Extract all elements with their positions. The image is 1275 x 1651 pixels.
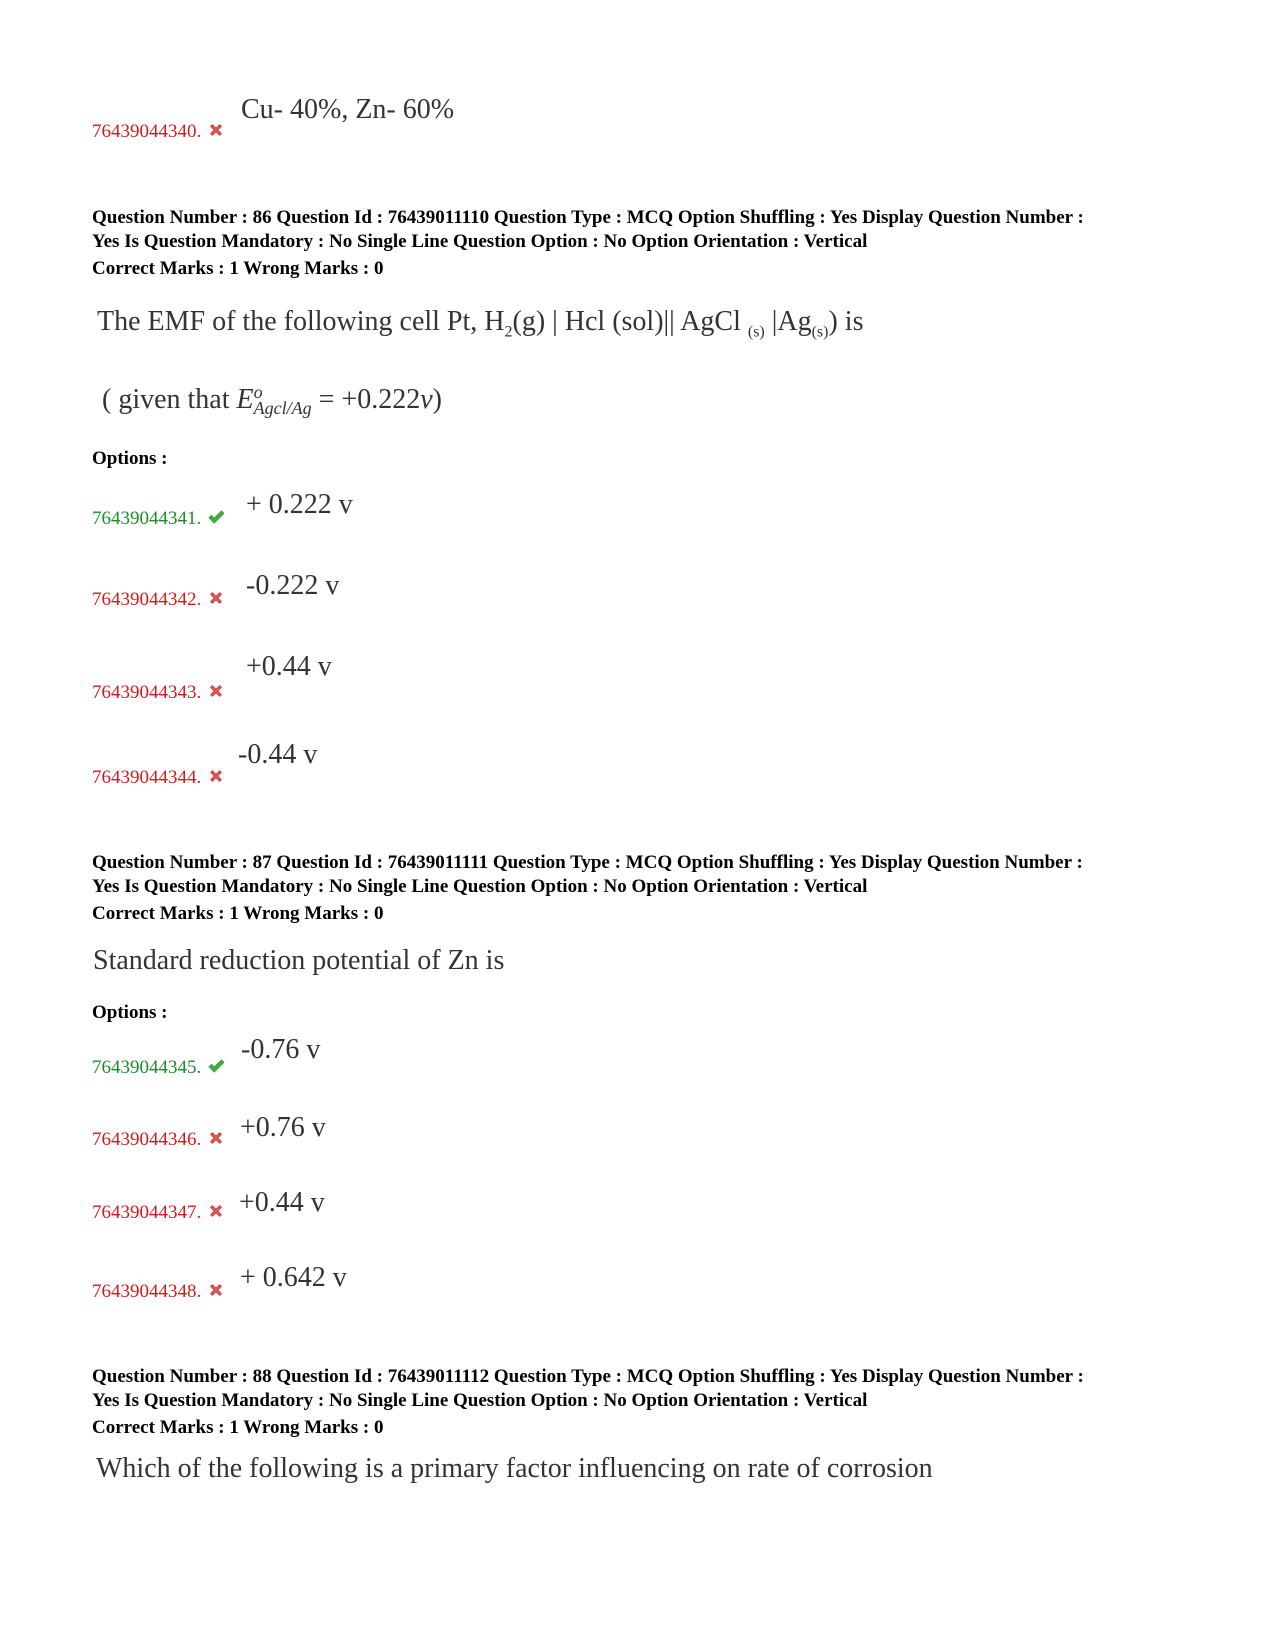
options-label: Options : <box>92 448 168 469</box>
option-id: 76439044347. <box>92 1202 202 1223</box>
option-id-row <box>92 1129 225 1151</box>
question-meta-line2: Yes Is Question Mandatory : No Single Line Question Option : No Option Orientation : Vertical <box>92 231 868 252</box>
question-meta-line2: Yes Is Question Mandatory : No Single Line Question Option : No Option Orientation : Vertical <box>92 876 868 897</box>
subscript: 2 <box>504 323 513 341</box>
wrong-x-icon <box>207 1281 225 1299</box>
options-label: Options : <box>92 1002 168 1023</box>
given-script <box>254 383 312 417</box>
question-marks: Correct Marks : 1 Wrong Marks : 0 <box>92 1417 384 1438</box>
wrong-x-icon <box>207 121 225 139</box>
option-id: 76439044342. <box>92 589 202 610</box>
option-text: Cu- 40%, Zn- 60% <box>241 94 455 125</box>
given-text: ( given that <box>102 384 237 415</box>
correct-check-icon <box>207 1057 225 1075</box>
option-text: -0.222 v <box>246 570 340 601</box>
given-symbol: E <box>236 384 254 415</box>
option-text: +0.44 v <box>246 651 332 682</box>
option-id-row <box>92 1057 225 1079</box>
question-meta-line1: Question Number : 86 Question Id : 76439011110 Question Type : MCQ Option Shuffling : Yes Display Question Number : <box>92 207 1084 228</box>
given-value: = +0.222 <box>311 384 421 415</box>
option-text: + 0.642 v <box>240 1262 347 1293</box>
question-meta <box>92 851 1172 926</box>
question-meta-line1: Question Number : 88 Question Id : 76439011112 Question Type : MCQ Option Shuffling : Yes Display Question Number : <box>92 1366 1084 1387</box>
correct-check-icon <box>207 508 225 526</box>
option-text: +0.44 v <box>239 1187 325 1218</box>
given-sup: o <box>253 382 263 402</box>
given-unit: v <box>420 384 433 415</box>
wrong-x-icon <box>207 767 225 785</box>
subscript: (s) <box>747 323 765 341</box>
question-text: Standard reduction potential of Zn is <box>93 945 505 976</box>
given-sub: Agcl/Ag <box>253 398 312 418</box>
option-id-row <box>92 589 225 611</box>
question-text-part: The EMF of the following cell Pt, H <box>97 306 505 337</box>
question-meta <box>92 1365 1172 1440</box>
option-id: 76439044343. <box>92 682 202 703</box>
option-id: 76439044348. <box>92 1281 202 1302</box>
question-meta-line1: Question Number : 87 Question Id : 76439011111 Question Type : MCQ Option Shuffling : Yes Display Question Number : <box>92 852 1083 873</box>
option-text: -0.44 v <box>238 739 318 770</box>
option-text: -0.76 v <box>241 1034 321 1065</box>
question-text <box>97 306 863 342</box>
question-given <box>102 383 442 417</box>
option-id-row <box>92 1202 225 1224</box>
question-text-part: |Ag <box>764 306 812 337</box>
option-id-row <box>92 121 225 143</box>
subscript: (s) <box>811 323 829 341</box>
question-text-part: ) is <box>828 306 864 337</box>
option-id: 76439044346. <box>92 1129 202 1150</box>
question-marks: Correct Marks : 1 Wrong Marks : 0 <box>92 903 384 924</box>
option-id-row <box>92 767 225 789</box>
option-id: 76439044341. <box>92 508 202 529</box>
question-marks: Correct Marks : 1 Wrong Marks : 0 <box>92 258 384 279</box>
wrong-x-icon <box>207 1129 225 1147</box>
question-text: Which of the following is a primary factor influencing on rate of corrosion <box>96 1453 933 1484</box>
option-id-row <box>92 682 225 704</box>
option-id: 76439044340. <box>92 121 202 142</box>
option-id: 76439044345. <box>92 1057 202 1078</box>
option-id-row <box>92 1281 225 1303</box>
question-text-part: (g) | Hcl (sol)|| AgCl <box>512 306 748 337</box>
option-text: + 0.222 v <box>246 489 353 520</box>
wrong-x-icon <box>207 1202 225 1220</box>
question-meta-line2: Yes Is Question Mandatory : No Single Line Question Option : No Option Orientation : Vertical <box>92 1390 868 1411</box>
option-id: 76439044344. <box>92 767 202 788</box>
wrong-x-icon <box>207 589 225 607</box>
wrong-x-icon <box>207 682 225 700</box>
option-id-row <box>92 508 225 530</box>
given-close: ) <box>432 384 442 415</box>
option-text: +0.76 v <box>240 1112 326 1143</box>
question-meta <box>92 206 1172 281</box>
